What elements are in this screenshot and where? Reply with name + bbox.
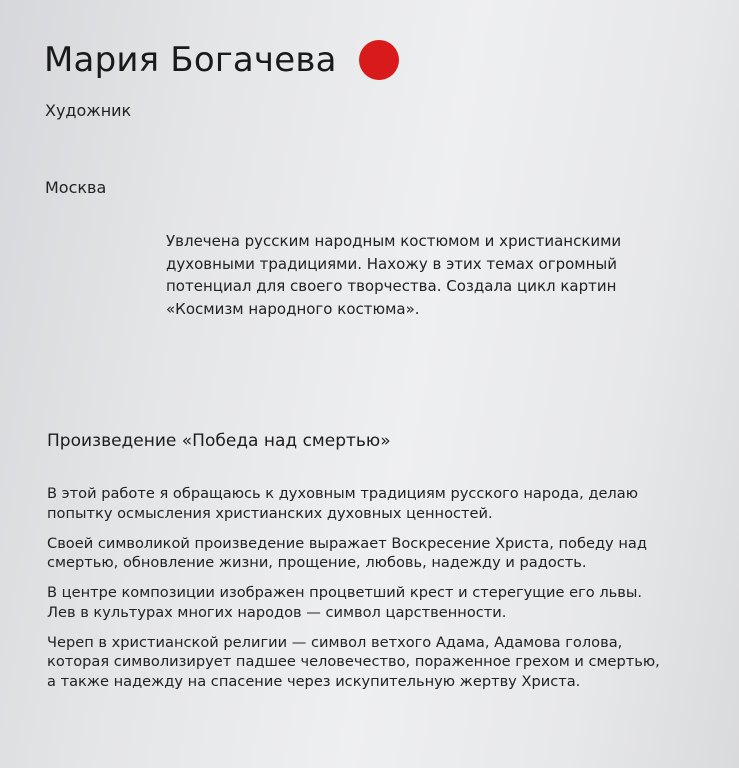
description-line: которая символизирует падшее человечество, пораженное грехом и смертью, xyxy=(47,653,660,670)
description-paragraph xyxy=(47,633,717,692)
description-paragraph xyxy=(47,534,717,573)
work-title: Произведение «Победа над смертью» xyxy=(47,431,391,451)
artist-role: Художник xyxy=(45,101,132,120)
artist-city: Москва xyxy=(45,178,107,197)
description-line: попытку осмысления христианских духовных ценностей. xyxy=(47,504,493,522)
artist-bio xyxy=(166,230,666,320)
description-line: смертью, обновление жизни, прощение, любовь, надежду и радость. xyxy=(47,554,587,571)
artist-name: Мария Богачева xyxy=(44,40,337,80)
work-description xyxy=(47,484,717,702)
red-dot-icon xyxy=(359,40,399,80)
description-line: а также надежду на спасение через искупительную жертву Христа. xyxy=(47,672,581,690)
description-line: В этой работе я обращаюсь к духовным традициям русского народа, делаю xyxy=(47,485,638,502)
description-line: В центре композиции изображен процветший крест и стерегущие его львы. xyxy=(47,584,643,601)
artist-header xyxy=(44,40,399,80)
description-line: Своей символикой произведение выражает Воскресение Христа, победу над xyxy=(47,534,647,552)
bio-line: Увлечена русским народным костюмом и христианскими xyxy=(166,232,622,250)
description-line: Череп в христианской религии — символ ветхого Адама, Адамова голова, xyxy=(47,633,623,651)
description-paragraph xyxy=(47,484,717,523)
description-paragraph xyxy=(47,583,717,622)
bio-line: духовными традициями. Нахожу в этих темах огромный xyxy=(166,254,618,273)
bio-line: потенциал для своего творчества. Создала цикл картин xyxy=(166,277,617,295)
bio-line: «Космизм народного костюма». xyxy=(166,299,420,318)
description-line: Лев в культурах многих народов — символ царственности. xyxy=(47,603,507,621)
